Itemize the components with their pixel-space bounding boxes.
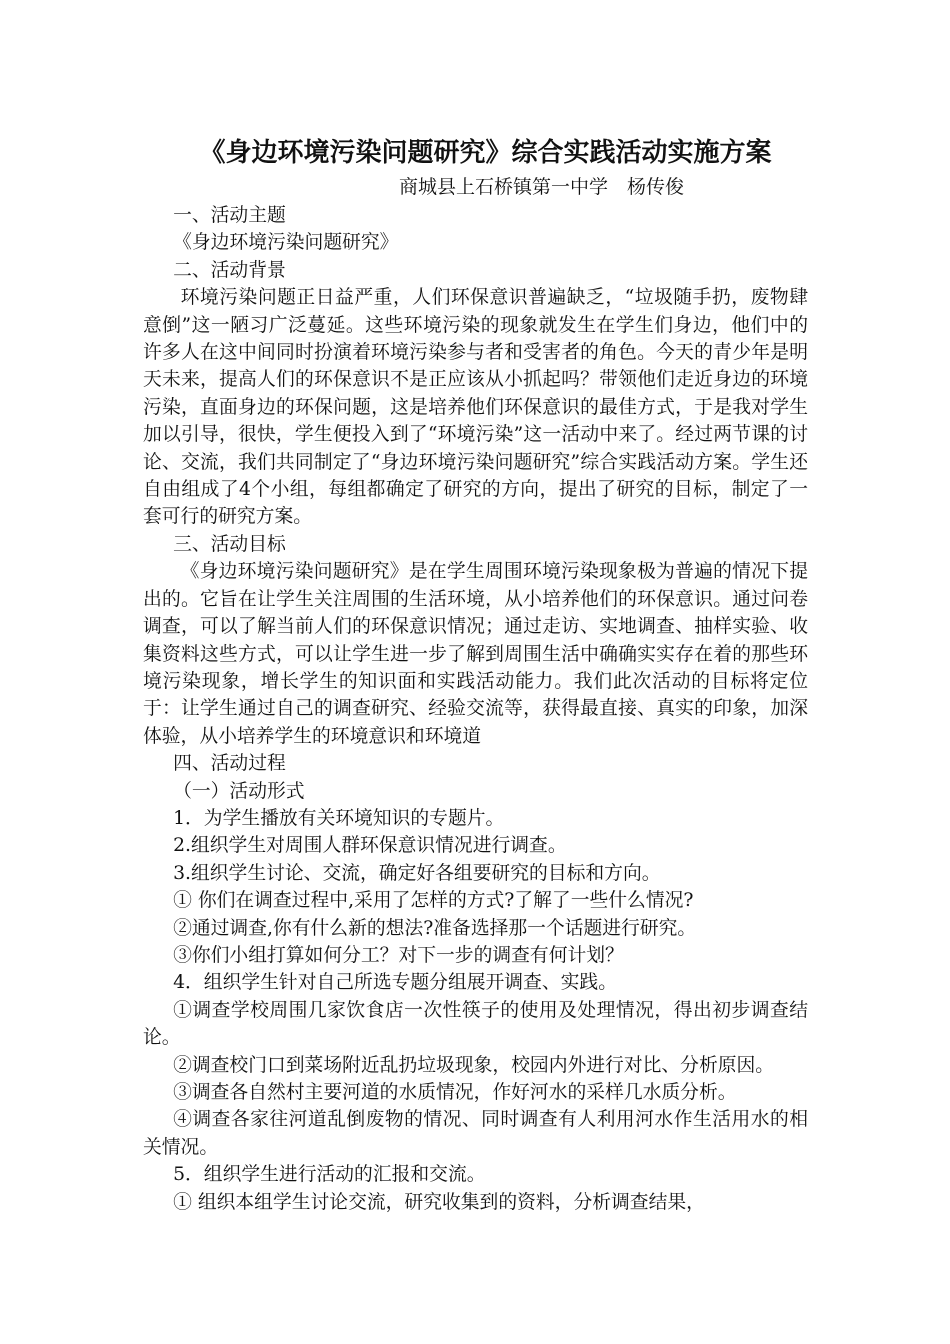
sub-list-item: ④调查各家往河道乱倒废物的情况、同时调查有人利用河水作生活用水的相关情况。 xyxy=(143,1109,808,1158)
sub-list-item: ①调查学校周围几家饮食店一次性筷子的使用及处理情况，得出初步调查结论。 xyxy=(143,999,808,1049)
section-heading: 四、活动过程 xyxy=(173,753,286,775)
list-item: 2.组织学生对周围人群环保意识情况进行调查。 xyxy=(173,835,567,857)
body-paragraph: 《身边环境污染问题研究》是在学生周围环境污染现象极为普遍的情况下提出的。它旨在让学生关注周围的生活环境，从小培养他们的环保意识。通过问卷调查，可以了解当前人们的环保意识情况；通过走访、实地调查、抽样实验、收集资料这些方式，可以让学生进一步了解到周围生活中确确实实存在着的那些环境污染现象，增长学生的知识面和实践活动能力。我们此次活动的目标将定位于：让学生通过自己的调查研究、经验交流等，获得最直接、真实的印象，加深体验，从小培养学生的环境意识和环境道 xyxy=(143,561,808,747)
section-heading: 一、活动主题 xyxy=(173,205,286,226)
subsection-heading: （一）活动形式 xyxy=(173,780,305,802)
list-item: 3.组织学生讨论、交流，确定好各组要研究的目标和方向。 xyxy=(173,862,661,884)
section-heading: 三、活动目标 xyxy=(173,533,286,555)
sub-list-item: ③调查各自然村主要河道的水质情况，作好河水的采样几水质分析。 xyxy=(173,1082,737,1103)
section-heading: 二、活动背景 xyxy=(173,259,286,281)
sub-list-item: ① 组织本组学生讨论交流，研究收集到的资料，分析调查结果， xyxy=(173,1191,705,1213)
topic-text: 《身边环境污染问题研究》 xyxy=(173,232,399,254)
document-body xyxy=(143,136,808,1216)
document-title: 《身边环境污染问题研究》综合实践活动实施方案 xyxy=(199,138,772,168)
body-paragraph: 环境污染问题正日益严重，人们环保意识普遍缺乏，“垃圾随手扔，废物肆意倒”这一陋习广泛蔓延。这些环境污染的现象就发生在学生们身边，他们中的许多人在这中间同时扮演着环境污染参与者和受害者的角色。今天的青少年是明天未来，提高人们的环保意识不是正应该从小抓起吗？带领他们走近身边的环境污染，直面身边的环保问题，这是培养他们环保意识的最佳方式，于是我对学生加以引导，很快，学生便投入到了“环境污染”这一活动中来了。经过两节课的讨论、交流，我们共同制定了“身边环境污染问题研究”综合实践活动方案。学生还自由组成了4个小组，每组都确定了研究的方向，提出了研究的目标，制定了一套可行的研究方案。 xyxy=(143,287,808,528)
sub-list-item: ②调查校门口到菜场附近乱扔垃圾现象，校园内外进行对比、分析原因。 xyxy=(173,1054,775,1076)
sub-list-item: ②通过调查,你有什么新的想法?准备选择那一个话题进行研究。 xyxy=(173,917,697,939)
list-item: 1．为学生播放有关环境知识的专题片。 xyxy=(173,807,505,829)
sub-list-item: ① 你们在调查过程中,采用了怎样的方式?了解了一些什么情况? xyxy=(173,890,694,912)
sub-list-item: ③你们小组打算如何分工？对下一步的调查有何计划？ xyxy=(173,944,624,966)
list-item: 4．组织学生针对自己所选专题分组展开调查、实践。 xyxy=(173,972,617,994)
list-item: 5．组织学生进行活动的汇报和交流。 xyxy=(173,1164,486,1186)
author-line: 商城县上石桥镇第一中学 杨传俊 xyxy=(399,176,685,198)
